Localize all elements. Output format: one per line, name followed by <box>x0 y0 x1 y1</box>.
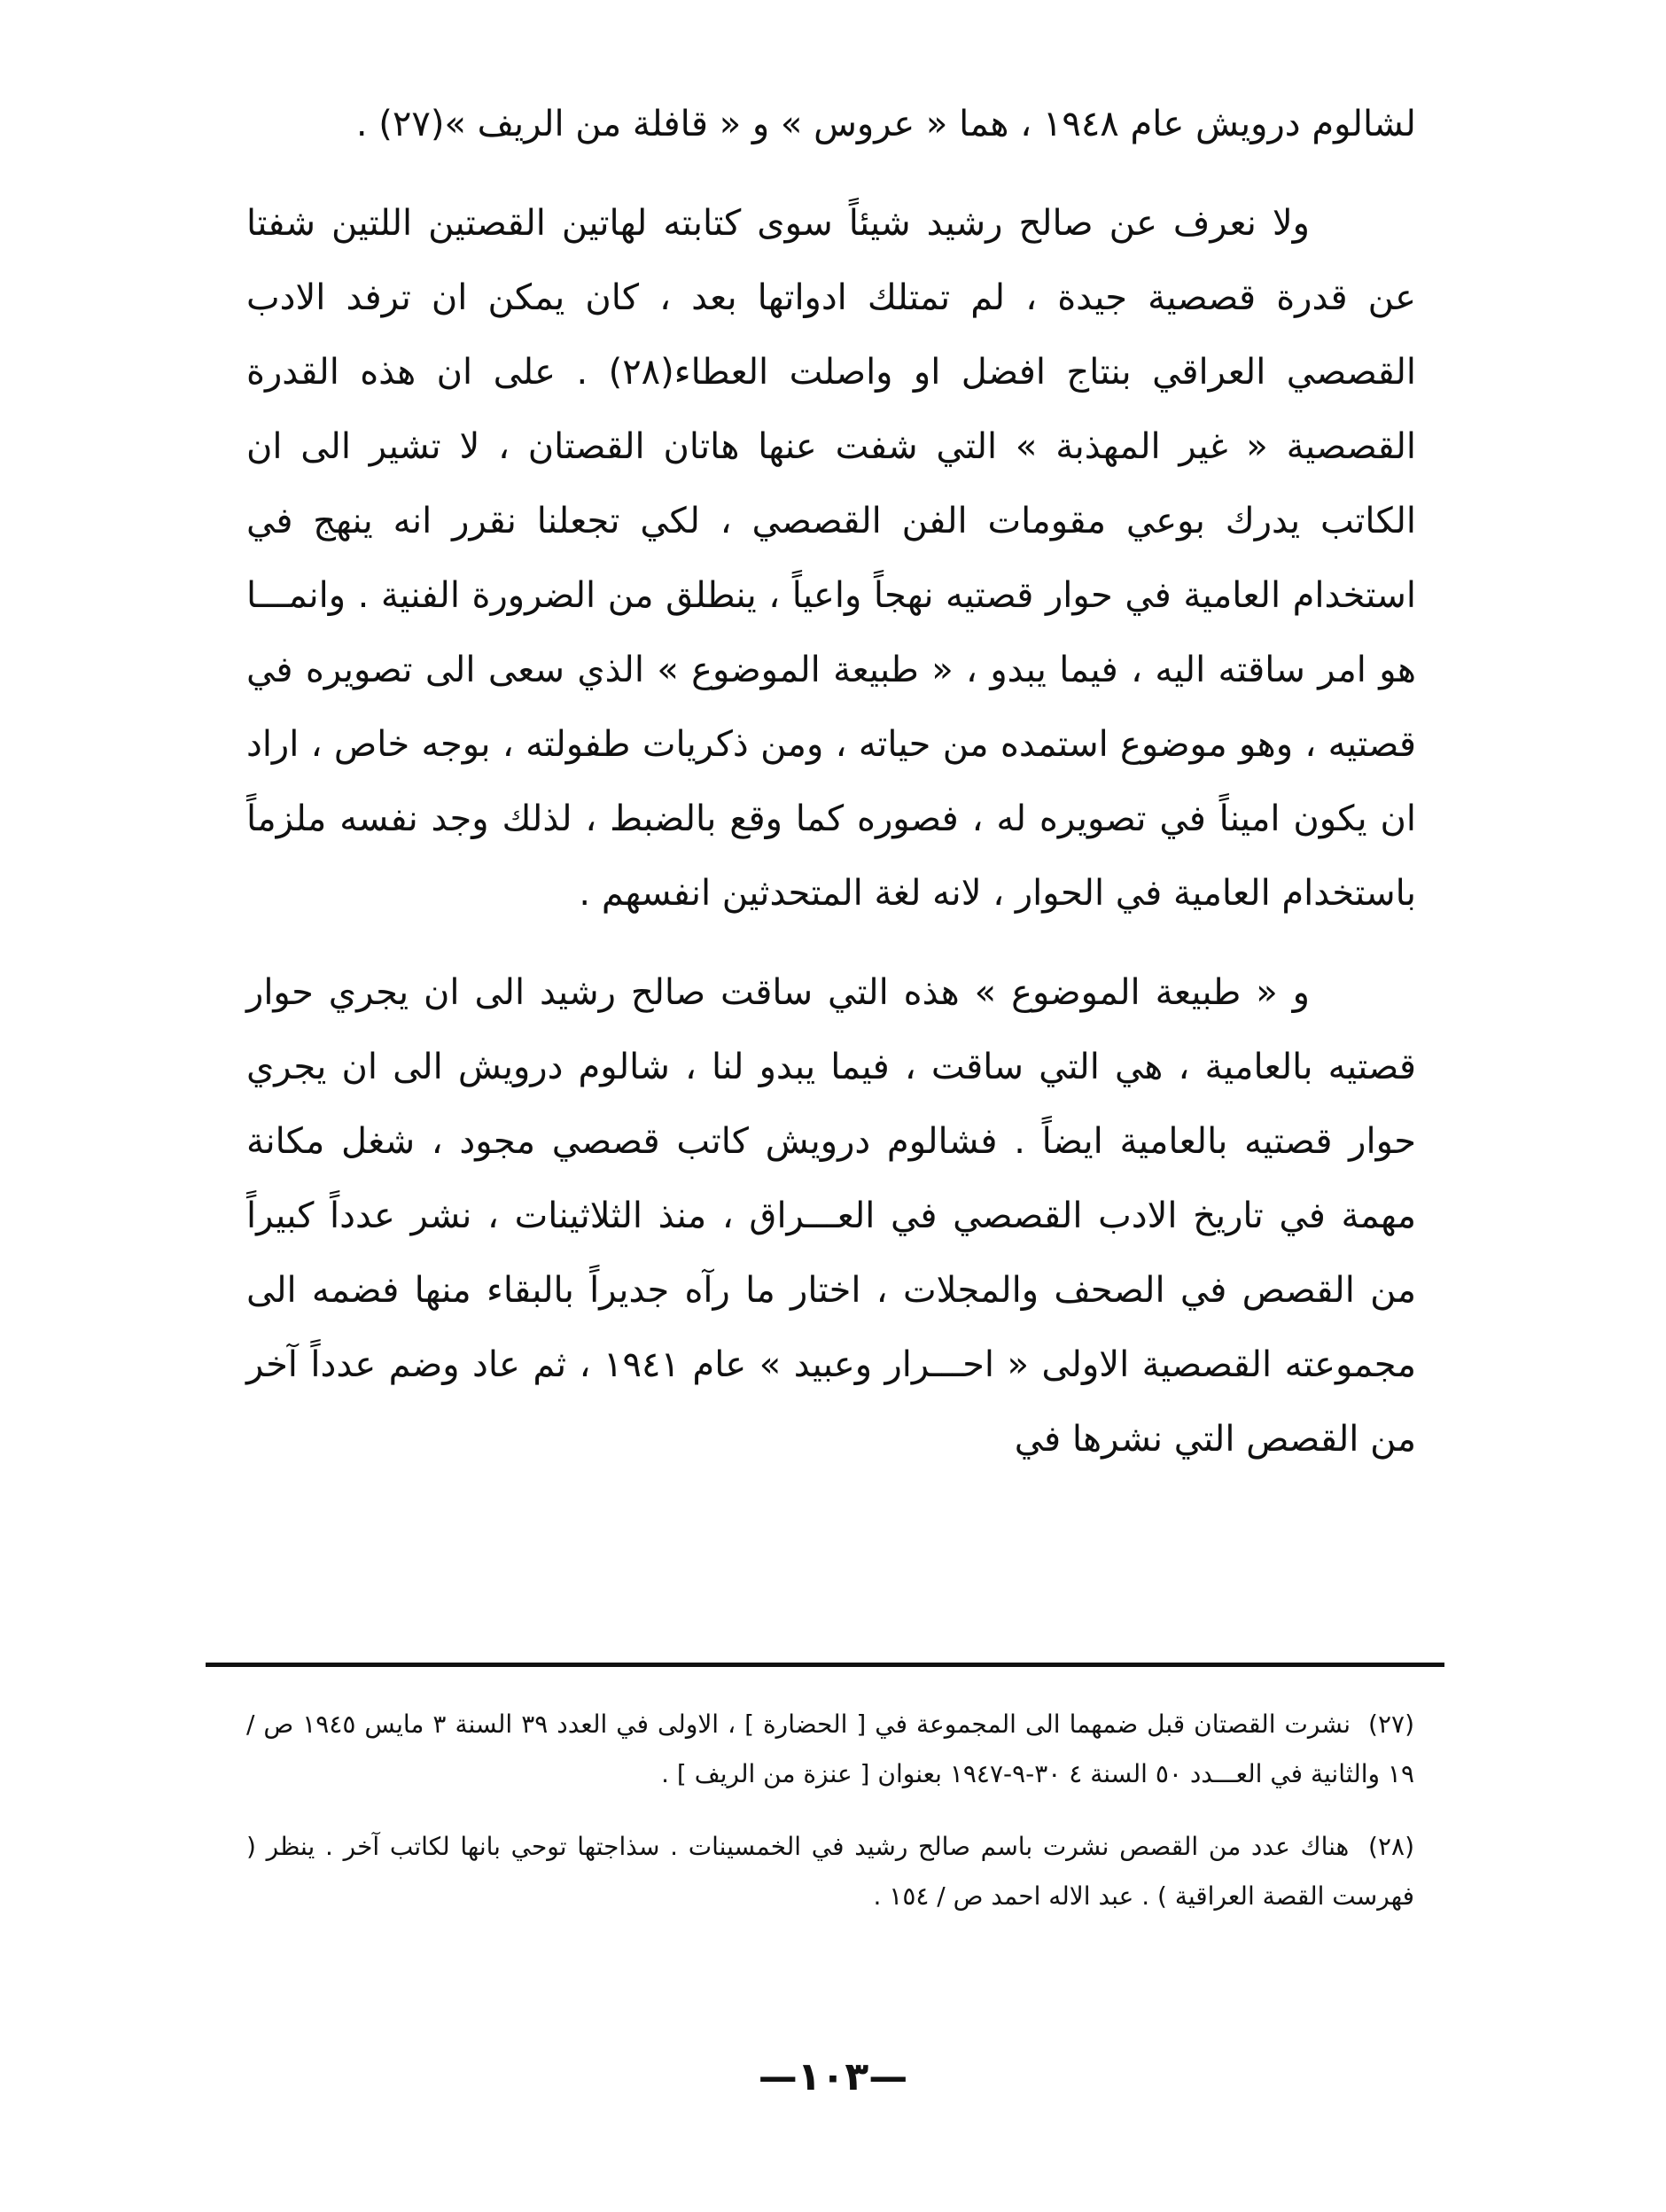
paragraph-continuation: لشالوم درويش عام ١٩٤٨ ، هما « عروس » و « قافلة من الريف »(٢٧) . <box>355 104 1416 144</box>
footnote-28-mark: (٢٨) <box>1368 1832 1414 1861</box>
footnote-27-mark: (٢٧) <box>1368 1710 1414 1739</box>
footnote-28 <box>246 1822 1414 1921</box>
footnote-separator-rule <box>206 1663 1444 1667</box>
page-number: —١٠٣— <box>758 2054 908 2099</box>
footnote-27 <box>246 1700 1414 1799</box>
footnote-28-text: هناك عدد من القصص نشرت باسم صالح رشيد في الخمسينات . سذاجتها توحي بانها لكاتب آخر . ينظر ( فهرست القصة العراقية ) . عبد الاله احمد ص / ١٥٤ . <box>246 1832 1414 1911</box>
paragraph-shalom-darwish: و « طبيعة الموضوع » هذه التي ساقت صالح رشيد الى ان يجري حوار قصتيه بالعامية ، هي التي ساقت ، فيما يبدو لنا ، شالوم درويش الى ان يجري حوار قصتيه بالعامية ايضاً . فشالوم درويش كاتب قصصي مجود ، شغل مكانة مهمة في تاريخ الادب القصصي في العـــراق ، منذ الثلاثينات ، نشر عدداً كبيراً من القصص في الصحف والمجلات ، اختار ما رآه جديراً بالبقاء منها فضمه الى مجموعته القصصية الاولى « احـــرار وعبيد » عام ١٩٤١ ، ثم عاد وضم عدداً آخر من القصص التي نشرها في <box>246 972 1416 1460</box>
paragraph-saleh-rashid: ولا نعرف عن صالح رشيد شيئاً سوى كتابته لهاتين القصتين اللتين شفتا عن قدرة قصصية جيدة ، لم تمتلك ادواتها بعد ، كان يمكن ان ترفد الادب القصصي العراقي بنتاج افضل او واصلت العطاء(٢٨) . على ان هذه القدرة القصصية « غير المهذبة » التي شفت عنها هاتان القصتان ، لا تشير الى ان الكاتب يدرك بوعي مقومات الفن القصصي ، لكي تجعلنا نقرر انه ينهج في استخدام العامية في حوار قصتيه نهجاً واعياً ، ينطلق من الضرورة الفنية . وانمـــا هو امر ساقته اليه ، فيما يبدو ، « طبيعة الموضوع » الذي سعى الى تصويره في قصتيه ، وهو موضوع استمده من حياته ، ومن ذكريات طفولته ، بوجه خاص ، اراد ان يكون اميناً في تصويره له ، فصوره كما وقع بالضبط ، لذلك وجد نفسه ملزماً باستخدام العامية في الحوار ، لانه لغة المتحدثين انفسهم . <box>246 203 1416 914</box>
body-text <box>246 87 1416 1476</box>
footnotes <box>246 1700 1414 1944</box>
footnote-27-text: نشرت القصتان قبل ضمهما الى المجموعة في [ الحضارة ] ، الاولى في العدد ٣٩ السنة ٣ مايس ١٩٤٥ ص / ١٩ والثانية في العـــدد ٥٠ السنة ٤ ٣٠-٩-١٩٤٧ بعنوان [ عنزة من الريف ] . <box>246 1710 1414 1788</box>
